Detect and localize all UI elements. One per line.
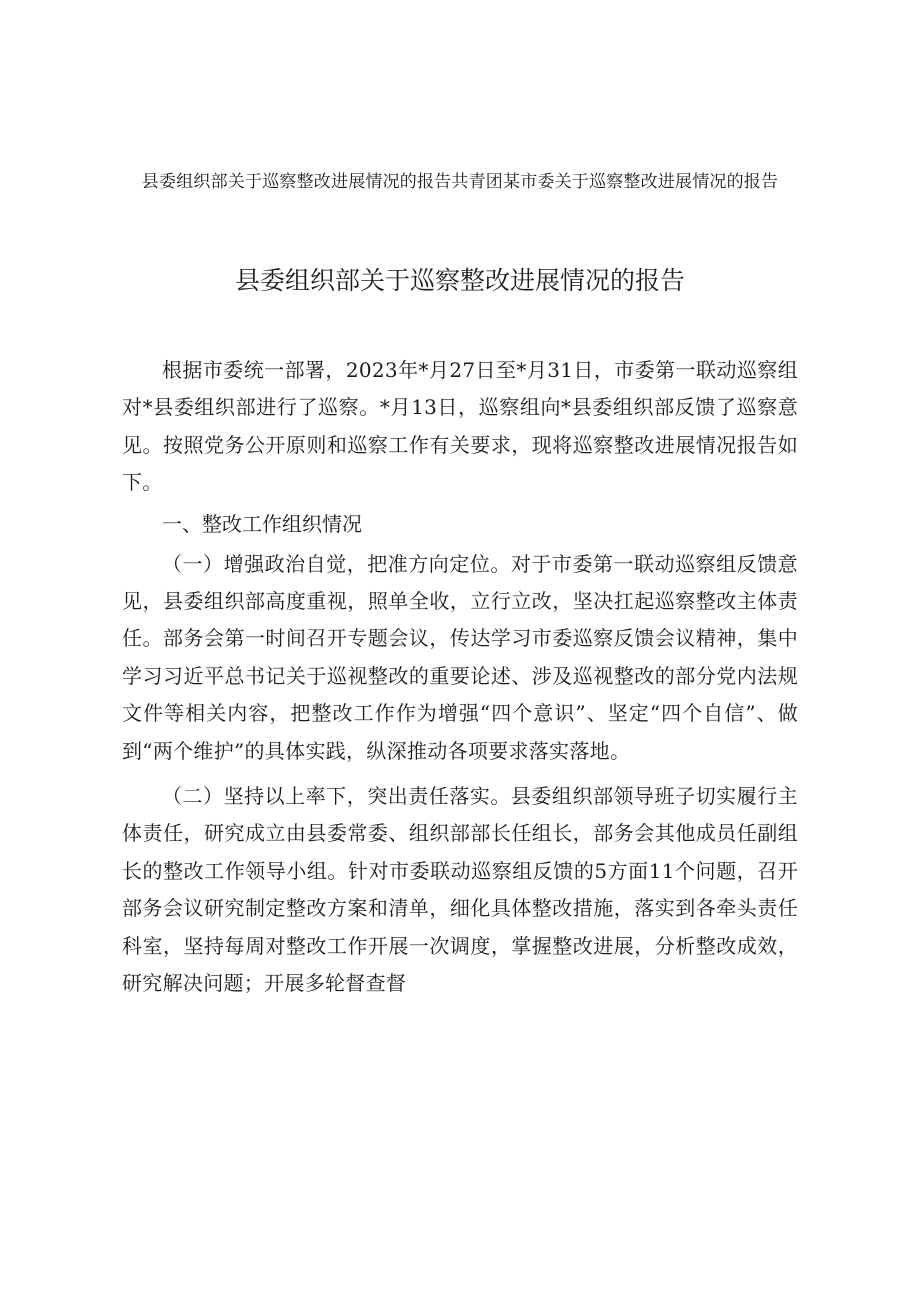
- document-header-line: 县委组织部关于巡察整改进展情况的报告共青团某市委关于巡察整改进展情况的报告: [141, 172, 779, 192]
- document-title: 县委组织部关于巡察整改进展情况的报告: [234, 266, 685, 295]
- subsection-1-paragraph: （一）增强政治自觉，把准方向定位。对于市委第一联动巡察组反馈意见，县委组织部高度重视，照单全收，立行立改，坚决扛起巡察整改主体责任。部务会第一时间召开专题会议，传达学习市委巡察反馈会议精神，集中学习习近平总书记关于巡视整改的重要论述、涉及巡视整改的部分党内法规文件等相关内容，把整改工作作为增强“四个意识”、坚定“四个自信”、做到“两个维护”的具体实践，纵深推动各项要求落实落地。: [122, 551, 798, 763]
- subsection-2-paragraph: （二）坚持以上率下，突出责任落实。县委组织部领导班子切实履行主体责任，研究成立由县委常委、组织部部长任组长，部务会其他成员任副组长的整改工作领导小组。针对市委联动巡察组反馈的5方面11个问题，召开部务会议研究制定整改方案和清单，细化具体整改措施，落实到各牵头责任科室，坚持每周对整改工作开展一次调度，掌握整改进展，分析整改成效，研究解决问题；开展多轮督查督: [122, 784, 798, 996]
- intro-paragraph: 根据市委统一部署，2023年*月27日至*月31日，市委第一联动巡察组对*县委组织部进行了巡察。*月13日，巡察组向*县委组织部反馈了巡察意见。按照党务公开原则和巡察工作有关要求，现将巡察整改进展情况报告如下。: [122, 358, 798, 495]
- section-heading: 一、整改工作组织情况: [162, 511, 362, 536]
- document-body: [122, 352, 798, 1003]
